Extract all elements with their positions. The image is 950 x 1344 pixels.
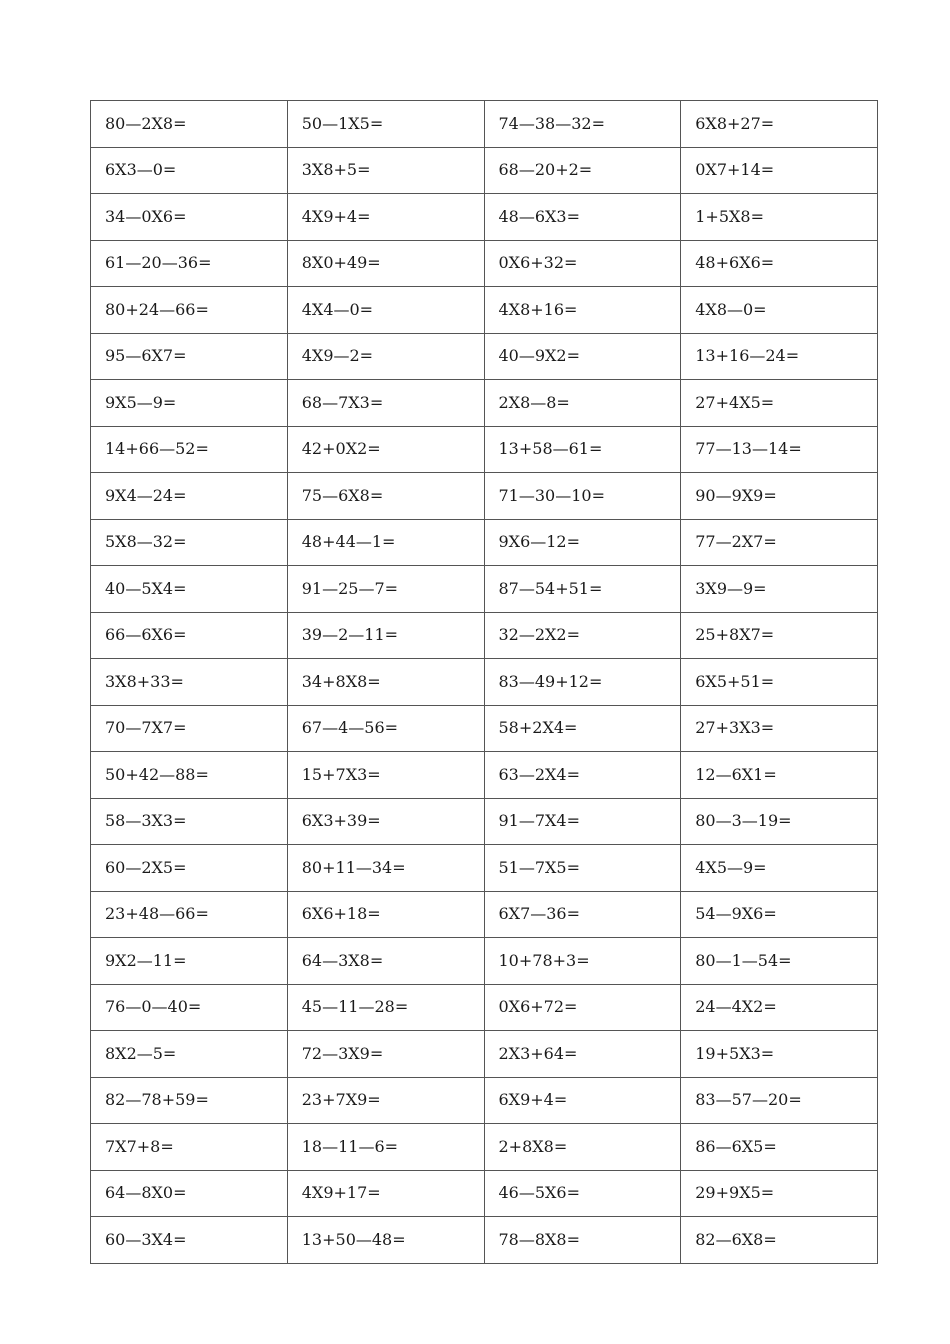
problem-cell: 87—54+51= (484, 566, 681, 613)
problem-cell: 83—49+12= (484, 659, 681, 706)
problem-cell: 13+16—24= (681, 333, 878, 380)
table-row (91, 380, 878, 427)
problem-cell: 80—1—54= (681, 938, 878, 985)
problem-cell: 9X6—12= (484, 519, 681, 566)
problem-cell: 1+5X8= (681, 194, 878, 241)
problem-cell: 6X9+4= (484, 1077, 681, 1124)
problem-cell: 68—20+2= (484, 147, 681, 194)
problem-cell: 23+48—66= (91, 891, 288, 938)
table-row (91, 194, 878, 241)
problem-cell: 82—78+59= (91, 1077, 288, 1124)
problem-cell: 78—8X8= (484, 1217, 681, 1264)
problem-cell: 2+8X8= (484, 1124, 681, 1171)
problem-cell: 64—8X0= (91, 1170, 288, 1217)
problem-cell: 12—6X1= (681, 752, 878, 799)
problem-cell: 66—6X6= (91, 612, 288, 659)
problem-cell: 10+78+3= (484, 938, 681, 985)
problem-cell: 4X9+17= (287, 1170, 484, 1217)
problem-cell: 72—3X9= (287, 1031, 484, 1078)
problem-cell: 5X8—32= (91, 519, 288, 566)
problem-cell: 68—7X3= (287, 380, 484, 427)
problem-cell: 45—11—28= (287, 984, 484, 1031)
problem-cell: 64—3X8= (287, 938, 484, 985)
arithmetic-worksheet-table (90, 100, 878, 1264)
table-row (91, 845, 878, 892)
problem-cell: 15+7X3= (287, 752, 484, 799)
table-row (91, 333, 878, 380)
table-row (91, 938, 878, 985)
problem-cell: 42+0X2= (287, 426, 484, 473)
problem-cell: 71—30—10= (484, 473, 681, 520)
problem-cell: 51—7X5= (484, 845, 681, 892)
problem-cell: 48—6X3= (484, 194, 681, 241)
problem-cell: 0X6+32= (484, 240, 681, 287)
problem-cell: 39—2—11= (287, 612, 484, 659)
problem-cell: 8X0+49= (287, 240, 484, 287)
problem-cell: 77—2X7= (681, 519, 878, 566)
worksheet-page (90, 100, 878, 1249)
problem-cell: 4X9+4= (287, 194, 484, 241)
problem-cell: 9X5—9= (91, 380, 288, 427)
problem-cell: 48+44—1= (287, 519, 484, 566)
problem-cell: 80+11—34= (287, 845, 484, 892)
problem-cell: 27+3X3= (681, 705, 878, 752)
problem-cell: 80—3—19= (681, 798, 878, 845)
problem-cell: 2X3+64= (484, 1031, 681, 1078)
problem-cell: 19+5X3= (681, 1031, 878, 1078)
problem-cell: 6X6+18= (287, 891, 484, 938)
problem-cell: 67—4—56= (287, 705, 484, 752)
problem-cell: 4X4—0= (287, 287, 484, 334)
problem-cell: 80—2X8= (91, 101, 288, 148)
problem-cell: 76—0—40= (91, 984, 288, 1031)
problem-cell: 91—7X4= (484, 798, 681, 845)
problem-cell: 32—2X2= (484, 612, 681, 659)
problem-cell: 48+6X6= (681, 240, 878, 287)
table-row (91, 705, 878, 752)
table-row (91, 1124, 878, 1171)
problem-cell: 29+9X5= (681, 1170, 878, 1217)
problem-cell: 4X9—2= (287, 333, 484, 380)
problem-cell: 13+50—48= (287, 1217, 484, 1264)
problem-cell: 74—38—32= (484, 101, 681, 148)
problem-cell: 80+24—66= (91, 287, 288, 334)
problem-cell: 91—25—7= (287, 566, 484, 613)
table-row (91, 1170, 878, 1217)
problem-cell: 0X6+72= (484, 984, 681, 1031)
problem-cell: 58+2X4= (484, 705, 681, 752)
problem-cell: 4X5—9= (681, 845, 878, 892)
problem-cell: 6X8+27= (681, 101, 878, 148)
problem-cell: 77—13—14= (681, 426, 878, 473)
problem-cell: 60—3X4= (91, 1217, 288, 1264)
problem-cell: 3X9—9= (681, 566, 878, 613)
problem-cell: 82—6X8= (681, 1217, 878, 1264)
problem-cell: 0X7+14= (681, 147, 878, 194)
problem-cell: 95—6X7= (91, 333, 288, 380)
table-row (91, 147, 878, 194)
worksheet-body (91, 101, 878, 1264)
problem-cell: 6X3—0= (91, 147, 288, 194)
problem-cell: 4X8+16= (484, 287, 681, 334)
table-row (91, 891, 878, 938)
problem-cell: 13+58—61= (484, 426, 681, 473)
problem-cell: 90—9X9= (681, 473, 878, 520)
table-row (91, 287, 878, 334)
table-row (91, 612, 878, 659)
problem-cell: 18—11—6= (287, 1124, 484, 1171)
table-row (91, 1217, 878, 1264)
problem-cell: 14+66—52= (91, 426, 288, 473)
problem-cell: 83—57—20= (681, 1077, 878, 1124)
problem-cell: 4X8—0= (681, 287, 878, 334)
problem-cell: 6X3+39= (287, 798, 484, 845)
table-row (91, 566, 878, 613)
problem-cell: 50—1X5= (287, 101, 484, 148)
problem-cell: 3X8+33= (91, 659, 288, 706)
problem-cell: 25+8X7= (681, 612, 878, 659)
problem-cell: 60—2X5= (91, 845, 288, 892)
table-row (91, 519, 878, 566)
problem-cell: 24—4X2= (681, 984, 878, 1031)
problem-cell: 75—6X8= (287, 473, 484, 520)
table-row (91, 659, 878, 706)
table-row (91, 1031, 878, 1078)
table-row (91, 752, 878, 799)
problem-cell: 6X5+51= (681, 659, 878, 706)
table-row (91, 240, 878, 287)
problem-cell: 7X7+8= (91, 1124, 288, 1171)
problem-cell: 2X8—8= (484, 380, 681, 427)
problem-cell: 86—6X5= (681, 1124, 878, 1171)
problem-cell: 6X7—36= (484, 891, 681, 938)
table-row (91, 1077, 878, 1124)
problem-cell: 70—7X7= (91, 705, 288, 752)
problem-cell: 8X2—5= (91, 1031, 288, 1078)
problem-cell: 46—5X6= (484, 1170, 681, 1217)
problem-cell: 23+7X9= (287, 1077, 484, 1124)
problem-cell: 61—20—36= (91, 240, 288, 287)
table-row (91, 798, 878, 845)
table-row (91, 101, 878, 148)
problem-cell: 40—5X4= (91, 566, 288, 613)
problem-cell: 27+4X5= (681, 380, 878, 427)
problem-cell: 50+42—88= (91, 752, 288, 799)
problem-cell: 54—9X6= (681, 891, 878, 938)
problem-cell: 34—0X6= (91, 194, 288, 241)
problem-cell: 9X2—11= (91, 938, 288, 985)
table-row (91, 473, 878, 520)
problem-cell: 63—2X4= (484, 752, 681, 799)
problem-cell: 34+8X8= (287, 659, 484, 706)
problem-cell: 40—9X2= (484, 333, 681, 380)
table-row (91, 984, 878, 1031)
table-row (91, 426, 878, 473)
problem-cell: 3X8+5= (287, 147, 484, 194)
problem-cell: 58—3X3= (91, 798, 288, 845)
problem-cell: 9X4—24= (91, 473, 288, 520)
